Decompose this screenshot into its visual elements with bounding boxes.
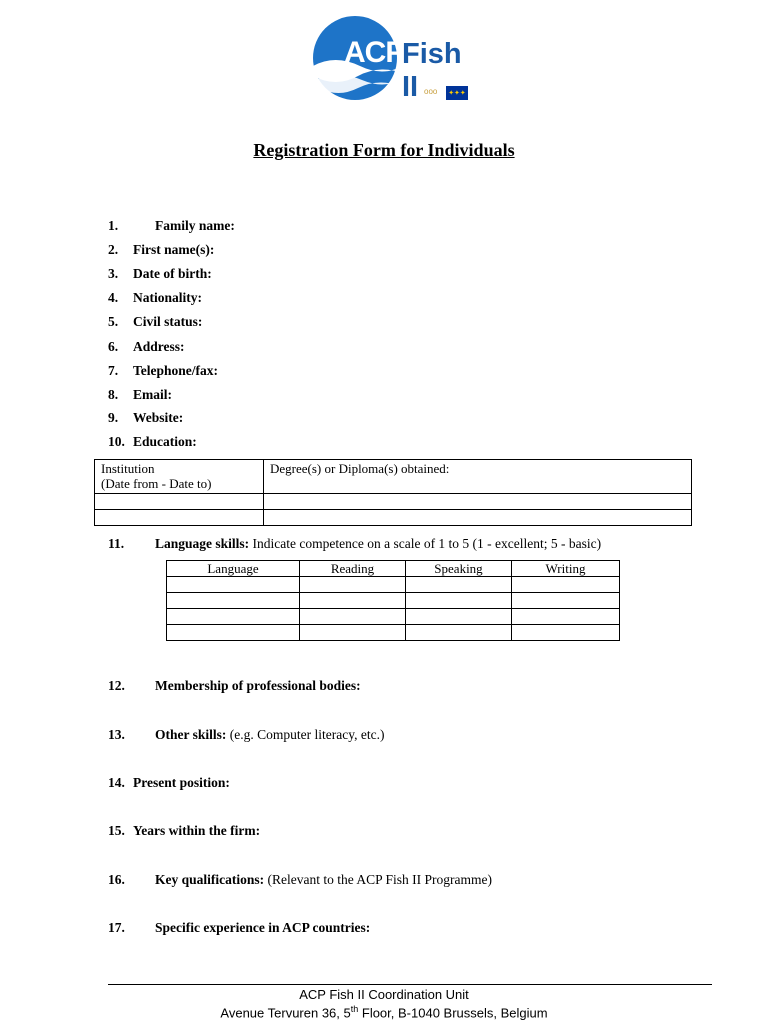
acp-badge: ooo xyxy=(424,87,438,96)
speaking-cell[interactable] xyxy=(406,609,512,625)
field-website: 9. Website: xyxy=(108,410,184,425)
acp-fish-logo xyxy=(310,14,475,104)
field-first-name: 2. First name(s): xyxy=(108,242,215,257)
field-date-of-birth: 3. Date of birth: xyxy=(108,266,212,281)
field-email: 8. Email: xyxy=(108,387,172,402)
field-key-qualifications: 16. Key qualifications: (Relevant to the ACP Fish II Programme) xyxy=(108,872,492,887)
field-present-position: 14. Present position: xyxy=(108,775,230,790)
logo-brand-text: ACP xyxy=(344,36,405,69)
footer-divider xyxy=(108,984,712,985)
table-row xyxy=(167,609,620,625)
education-table xyxy=(94,459,692,526)
speaking-cell[interactable] xyxy=(406,577,512,593)
reading-col-header: Reading xyxy=(300,561,406,577)
education-degree-cell[interactable] xyxy=(264,494,692,510)
education-institution-cell[interactable] xyxy=(95,510,264,526)
logo-product-text: Fish II xyxy=(402,38,462,103)
education-institution-header: Institution (Date from - Date to) xyxy=(95,460,264,494)
language-cell[interactable] xyxy=(167,593,300,609)
table-row xyxy=(167,593,620,609)
writing-cell[interactable] xyxy=(512,577,620,593)
table-row xyxy=(167,577,620,593)
table-row xyxy=(95,494,692,510)
writing-cell[interactable] xyxy=(512,609,620,625)
education-degree-cell[interactable] xyxy=(264,510,692,526)
reading-cell[interactable] xyxy=(300,577,406,593)
field-address: 6. Address: xyxy=(108,339,185,354)
language-cell[interactable] xyxy=(167,577,300,593)
writing-cell[interactable] xyxy=(512,625,620,641)
field-education: 10. Education: xyxy=(108,434,197,449)
language-cell[interactable] xyxy=(167,625,300,641)
education-institution-cell[interactable] xyxy=(95,494,264,510)
speaking-col-header: Speaking xyxy=(406,561,512,577)
field-acp-experience: 17. Specific experience in ACP countries: xyxy=(108,920,371,935)
language-skills-note: Indicate competence on a scale of 1 to 5 (1 - excellent; 5 - basic) xyxy=(252,536,602,551)
field-nationality: 4. Nationality: xyxy=(108,290,202,305)
table-header-row xyxy=(167,561,620,577)
form-title: Registration Form for Individuals xyxy=(253,140,515,160)
speaking-cell[interactable] xyxy=(406,593,512,609)
language-table xyxy=(166,560,620,641)
field-civil-status: 5. Civil status: xyxy=(108,314,203,329)
eu-flag-icon: ✦✦✦ xyxy=(446,86,468,100)
footer-unit-name: ACP Fish II Coordination Unit xyxy=(299,987,469,1002)
speaking-cell[interactable] xyxy=(406,625,512,641)
field-language-skills: 11. Language skills: Indicate competence on a scale of 1 to 5 (1 - excellent; 5 - basic) xyxy=(108,536,602,551)
field-family-name: 1. Family name: xyxy=(108,218,235,233)
field-years-within-firm: 15. Years within the firm: xyxy=(108,823,261,838)
table-row xyxy=(167,625,620,641)
field-telephone-fax: 7. Telephone/fax: xyxy=(108,363,219,378)
field-membership: 12. Membership of professional bodies: xyxy=(108,678,361,693)
field-other-skills: 13. Other skills: (e.g. Computer literacy, etc.) xyxy=(108,727,385,742)
writing-cell[interactable] xyxy=(512,593,620,609)
reading-cell[interactable] xyxy=(300,609,406,625)
writing-col-header: Writing xyxy=(512,561,620,577)
language-cell[interactable] xyxy=(167,609,300,625)
reading-cell[interactable] xyxy=(300,625,406,641)
education-degree-header: Degree(s) or Diploma(s) obtained: xyxy=(264,460,692,494)
other-skills-note: (e.g. Computer literacy, etc.) xyxy=(229,727,385,742)
reading-cell[interactable] xyxy=(300,593,406,609)
language-col-header: Language xyxy=(167,561,300,577)
table-row xyxy=(95,510,692,526)
footer-address: Avenue Tervuren 36, 5th Floor, B-1040 Brussels, Belgium xyxy=(220,1004,548,1021)
key-qualifications-note: (Relevant to the ACP Fish II Programme) xyxy=(267,872,492,887)
